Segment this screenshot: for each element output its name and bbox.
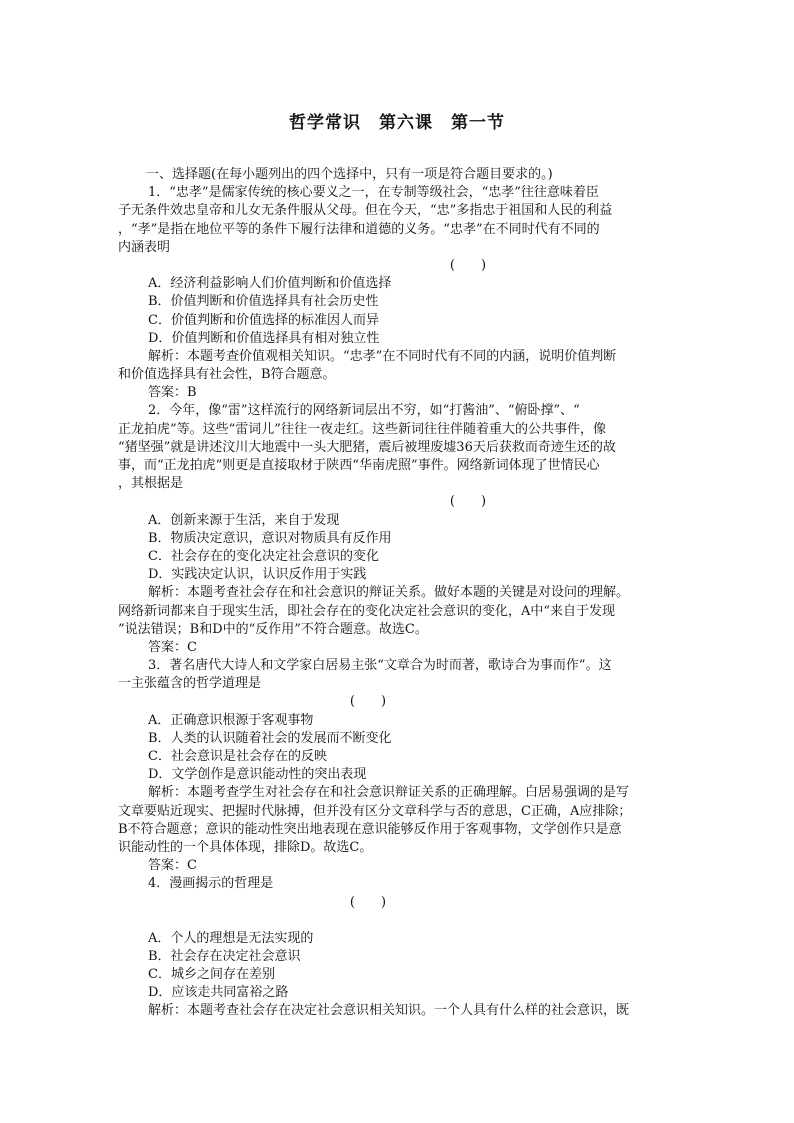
option-d: D．应该走共同富裕之路 [148,985,289,1001]
document-body [118,166,678,1021]
question-3 [118,657,678,875]
question-stem-line: ，“孝”是指在地位平等的条件下履行法律和道德的义务。“忠孝”在不同时代有不同的 [118,221,600,237]
analysis-line: 解析：本题考查社会存在和社会意识的辩证关系。做好本题的关键是对设问的理解。 [148,585,630,601]
answer-line: 答案：B [148,385,197,401]
analysis-line: 识能动性的一个具体体现，排除D。故选C。 [118,839,373,855]
analysis-line: ”说法错误；B和D中的“反作用”不符合题意。故选C。 [118,621,428,637]
analysis-line: 网络新词都来自于现实生活，即社会存在的变化决定社会意识的变化，A中“来自于发现 [118,603,616,619]
option-a: A．正确意识根源于客观事物 [148,712,314,728]
analysis-line: 和价值选择具有社会性，B符合题意。 [118,367,336,383]
option-b: B．社会存在决定社会意识 [148,948,301,964]
cartoon-placeholder-gap [118,912,678,930]
page-title: 哲学常识 第六课 第一节 [289,113,505,133]
answer-bracket: ( ) [349,694,387,710]
question-stem-line: 4．漫画揭示的哲理是 [148,876,274,892]
question-stem-line: “猪坚强”就是讲述汶川大地震中一头大肥猪，震后被埋废墟36天后获救而奇迹生还的故 [118,439,616,455]
question-stem-line: 2．今年，像“雷”这样流行的网络新词层出不穷，如“打酱油”、“俯卧撑”、“ [148,403,580,419]
option-c: C．城乡之间存在差别 [148,967,275,983]
option-c: C．价值判断和价值选择的标准因人而异 [148,312,379,328]
section-heading: 一、选择题(在每小题列出的四个选择中，只有一项是符合题目要求的。) [146,167,553,182]
option-d: D．价值判断和价值选择具有相对独立性 [148,330,380,346]
answer-bracket: ( ) [449,257,487,273]
option-a: A．经济利益影响人们价值判断和价值选择 [148,276,392,292]
analysis-line: B不符合题意；意识的能动性突出地表现在意识能够反作用于客观事物，文学创作只是意 [118,821,622,837]
option-b: B．物质决定意识，意识对物质具有反作用 [148,530,392,546]
question-stem-line: 正龙拍虎”等。这些“雷词儿”往往一夜走红。这些新词往往伴随着重大的公共事件，像 [118,421,606,437]
question-stem-line: 内涵表明 [118,239,171,255]
option-a: A．个人的理想是无法实现的 [148,930,314,946]
option-d: D．实践决定认识，认识反作用于实践 [148,567,367,583]
option-c: C．社会存在的变化决定社会意识的变化 [148,548,379,564]
option-b: B．人类的认识随着社会的发展而不断变化 [148,730,392,746]
question-stem-line: ，其根据是 [118,476,184,492]
option-c: C．社会意识是社会存在的反映 [148,749,327,764]
question-2 [118,402,678,657]
question-stem-line: 事，而“正龙拍虎”则更是直接取材于陕西“华南虎照”事件。网络新词体现了世情民心 [118,458,600,473]
question-stem-line: 1．“忠孝”是儒家传统的核心要义之一，在专制等级社会，“忠孝”往往意味着臣 [148,185,599,201]
question-stem-line: 子无条件效忠皇帝和儿女无条件服从父母。但在今天，“忠”多指忠于祖国和人民的利益 [118,203,613,219]
option-a: A．创新来源于生活，来自于发现 [148,512,340,528]
answer-bracket: ( ) [349,894,387,910]
answer-line: 答案：C [148,639,197,655]
option-b: B．价值判断和价值选择具有社会历史性 [148,294,379,310]
question-stem-line: 3．著名唐代大诗人和文学家白居易主张“文章合为时而著，歌诗合为事而作”。这 [148,658,612,674]
analysis-line: 文章要贴近现实、把握时代脉搏，但并没有区分文章科学与否的意思，C正确，A应排除； [118,803,632,819]
question-1 [118,184,678,402]
answer-line: 答案：C [148,858,197,874]
analysis-line: 解析：本题考查学生对社会存在和社会意识辩证关系的正确理解。白居易强调的是写 [148,785,630,801]
analysis-line: 解析：本题考查价值观相关知识。“忠孝”在不同时代有不同的内涵，说明价值判断 [148,348,617,364]
question-4 [118,875,678,1020]
answer-bracket: ( ) [449,494,487,510]
option-d: D．文学创作是意识能动性的突出表现 [148,767,367,783]
question-stem-line: 一主张蕴含的哲学道理是 [118,676,262,692]
analysis-line: 解析：本题考查社会存在决定社会意识相关知识。一个人具有什么样的社会意识，既 [148,1003,630,1019]
